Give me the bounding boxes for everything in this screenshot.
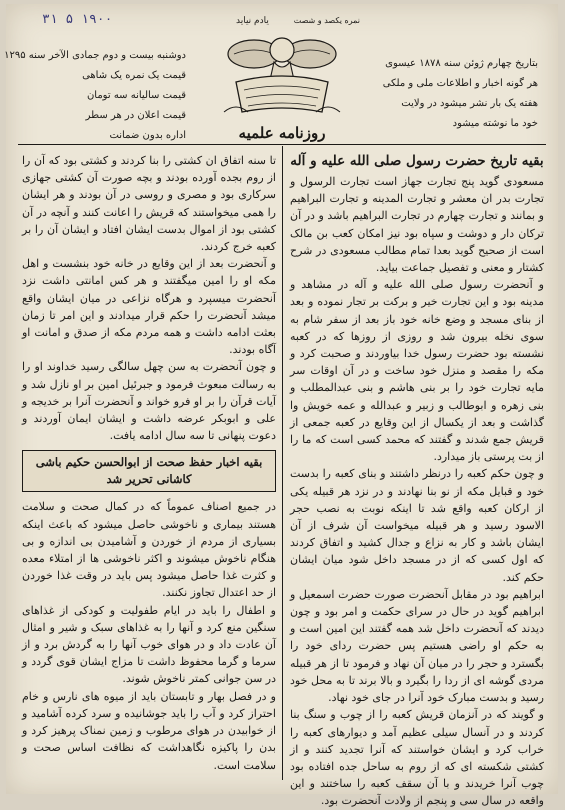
- article-headline: بقیه تاریخ حضرت رسول صلی الله علیه و آله: [290, 153, 544, 169]
- masthead-left-block: [4, 28, 186, 146]
- masthead-left-line: قیمت یک نمره یک شاهی: [82, 70, 186, 81]
- masthead-emblem-area: [204, 14, 360, 142]
- masthead-left-line: دوشنبه بیست و دوم جمادی الآخر سنه ۱۲۹۵: [4, 50, 186, 61]
- masthead-left-line: اداره بدون ضمانت: [109, 130, 186, 141]
- newspaper-page: [4, 4, 558, 808]
- column-divider: [282, 146, 283, 780]
- article-paragraph: و گویند که در آنزمان قریش کعبه را از چوب و سنگ بنا کردند و در آنسال سیلی عظیم آمد و دیوارهای کعبه را خراب کرد و ایشان خواستند که آنرا تجدید کنند و از کشتی شکسته ای که از روم به ساحل جده افتاده بود چوب آنرا خریدند و با آن سقف کعبه را ساختند و این واقعه در سال سی و پنجم از ولادت آنحضرت بود.: [290, 708, 544, 808]
- masthead-right-line: خود ما نوشته میشود: [452, 118, 538, 129]
- article-paragraph: و اطفال را باید در ایام طفولیت و کودکی از غذاهای سنگین منع کرد و آنها را به غذاهای سبک و شیر و امثال آن عادت داد و در هوای خوب آنها را به گردش برد و از سرما و گرما محفوظ داشت تا مزاج ایشان قوی گردد و در سن جوانی کمتر ناخوش شوند.: [22, 603, 276, 686]
- cherub-emblem-icon: [214, 24, 350, 120]
- article-paragraph: در جمیع اصناف عموماً که در کمال صحت و سلامت هستند بیماری و ناخوشی حاصل میشود که باعث اینکه بسیاری از مردم از خوردن و آشامیدن بی اندازه و بی هنگام ناخوش میشوند و اکثر ناخوشی ها از امتلاء معده و کثرت غذا حاصل میشود پس باید در وقت غذا خوردن از حد اعتدال تجاوز نکنند.: [22, 500, 276, 600]
- masthead-rule: [18, 144, 546, 145]
- right-column: [290, 152, 544, 810]
- article-paragraph: و آنحضرت بعد از این وقایع در خانه خود بنشست و اهل مکه او را امین میگفتند و هر کس امانتی داشت نزد آنحضرت میسپرد و هرگاه نزاعی در میان ایشان واقع میشد آنحضرت را حکم قرار میدادند و این امر تا زمان بعثت ادامه داشت و همه مردم مکه از صدق و امانت او آگاه بودند.: [22, 257, 276, 357]
- masthead-right-line: هفته یک بار نشر میشود در ولایت: [401, 98, 538, 109]
- handwritten-note: ۳۱ ۵ ۱۹۰۰: [42, 12, 113, 27]
- article-paragraph: و در فصل بهار و تابستان باید از میوه های نارس و خام احتراز کرد و آب را باید جوشانیده و سرد کرده آشامید و از خوابیدن در هوای مرطوب و زمین نمناک پرهیز کرد و بدن را پاکیزه نگاهداشت که نظافت اساس صحت و سلامت است.: [22, 689, 276, 772]
- article-paragraph: و چون آنحضرت به سن چهل سالگی رسید خداوند او را به رسالت مبعوث فرمود و جبرئیل امین بر او نازل شد و آیات قرآن را بر او فرو خواند و آنحضرت آنرا بر خدیجه و علی و ابوبکر عرضه داشت و ایشان ایمان آوردند و دعوت پنهانی تا سه سال ادامه یافت.: [22, 360, 276, 443]
- masthead-right-line: بتاریخ چهارم ژوئن سنه ۱۸۷۸ عیسوی: [385, 58, 538, 69]
- article-paragraph: ابراهیم بود در مقابل آنحضرت صورت حضرت اسمعیل و ابراهیم گوید در حال در سرای حکمت و امر بود و چون دیدند که آنحضرت داخل شد همه گفتند این امین است و به حکم او راضی هستیم پس حضرت ردای خود را بگسترد و حجر را در میان آن نهاد و فرمود تا از هر قبیله مردی گوشه ای از ردا را بگیرد و بالا برند تا به محل خود رسید و بدست مبارک خود آنرا در جای خود نهاد.: [290, 587, 544, 705]
- article-paragraph: مسعودی گوید پنج تجارت جهاز است تجارت الرسول و تجارت بدر ان معشر و تجارت المدینه و تجارت البراهیم و بمانند و تجارت چهارم در تجارت البراهیم باشد و در آن ترکان دار و دوشت و سپاه بود نیز امکان کعب بن مالک است از صحیح گوید بعدا تمام مطالب مسعودی در شرح کشتار و معنی و تفصیل جماعت بیاید.: [290, 175, 544, 275]
- issue-number: نمره یکصد و شصت: [293, 16, 360, 25]
- masthead-left-line: قیمت اعلان در هر سطر: [85, 110, 186, 121]
- masthead: [4, 14, 538, 142]
- article-paragraph: و آنحضرت رسول صلی الله علیه و آله در مشاهد و مدینه بود و این تجارت خیر و برکت بر تجار نموده و بعد از بنای مسجد و وضع خانه خود باز بعد از سفر شام به سوی نخله بیرون شد و روزی از روزها که در کعبه نشسته بود حضرت رسول خدا بیاوردند و صحبت کرد و مکه را مقصد و منزل خود ساخت و در آن اوقات سر مایه تجارت خود را بر بنی هاشم و بنی عبدالمطلب و بنی زهره و ابوطالب و زبیر و عبدالله و عمه خویش وا گذاشت و بعد از یکسال از این وقایع در کعبه جمعی از قریش جمع شدند و گفتند که محمد کسی است که ما را از بت پرستی باز میدارد.: [290, 278, 544, 464]
- masthead-top-caption: یادم نیاید: [236, 16, 269, 26]
- article-paragraph: و چون حکم کعبه را درنظر داشتند و بنای کعبه را بدست خود و قبایل مکه از نو بنا نهادند و در نزد هر قبیله یکی از ارکان کعبه واقع شد تا اینکه نوبت به نصب حجر الاسود رسید و هر قبیله میخواست آن شرف از آن ایشان باشد و کار به نزاع و جدال کشید و اتفاق کردند که اول کسی که از در مسجد داخل شود میان ایشان حکم کند.: [290, 467, 544, 584]
- boxed-section-heading: بقیه اخبار حفظ صحت از ابوالحسن حکیم باشی کاشانی تحریر شد: [22, 450, 276, 492]
- masthead-right-line: هر گونه اخبار و اطلاعات ملی و ملکی: [382, 78, 538, 89]
- masthead-right-block: [378, 28, 538, 134]
- masthead-left-line: قیمت سالیانه سه تومان: [86, 90, 186, 101]
- article-paragraph: تا سنه اتفاق ان کشتی را بنا کردند و کشتی بود که آن را از روم بجده آورده بودند و بچه صورت آن کشتی جهازی سرکاری بود و مصری و روسی در آن بودند و هر ایشان را همی میخواستند که قریش را اعانت کنند و آنچه در آن کشتی بود از اموال بدست ایشان افتاد و ایشان آن را بر کعبه خرج کردند.: [22, 154, 276, 254]
- left-column: [22, 152, 276, 774]
- newspaper-title: روزنامه علمیه: [238, 124, 326, 142]
